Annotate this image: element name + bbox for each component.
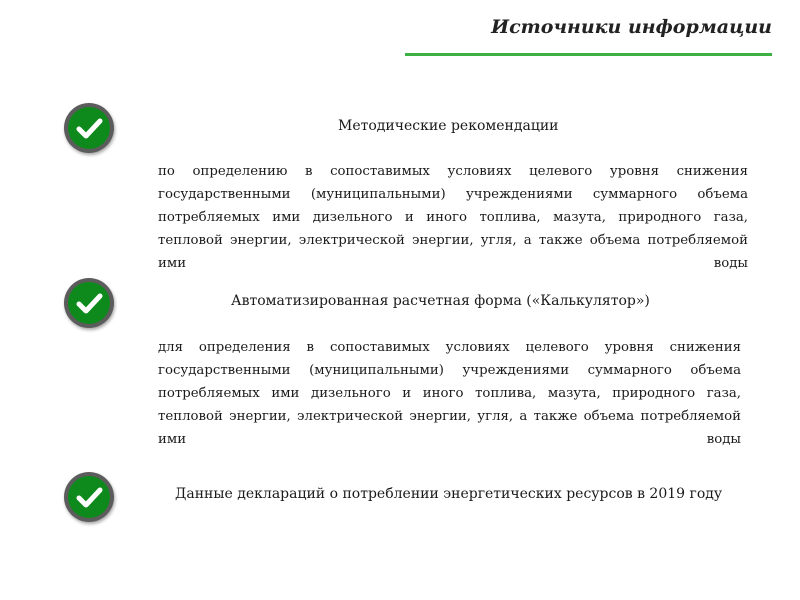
item-description: для определения в сопоставимых условиях целевого уровня снижения государственными (муниципальными) учреждениями суммарного объема потребляемых ими дизельного и иного топлива, мазута, природного газа, тепловой энергии, электрической энергии, угля, а также объема потребляемой ими воды bbox=[158, 340, 741, 447]
item-description: по определению в сопоставимых условиях целевого уровня снижения государственными (муниципальными) учреждениями суммарного объема потребляемых ими дизельного и иного топлива, мазута, природного газа, тепловой энергии, электрической энергии, угля, а также объема потребляемой ими воды bbox=[158, 164, 748, 271]
item-heading: Автоматизированная расчетная форма («Калькулятор») bbox=[231, 293, 650, 309]
title-underline bbox=[405, 53, 772, 56]
slide-title: Источники информации bbox=[491, 16, 772, 38]
item-heading: Методические рекомендации bbox=[338, 118, 559, 134]
check-icon bbox=[64, 103, 114, 153]
check-icon bbox=[64, 472, 114, 522]
item-heading: Данные деклараций о потреблении энергетических ресурсов в 2019 году bbox=[175, 486, 723, 502]
check-icon bbox=[64, 278, 114, 328]
